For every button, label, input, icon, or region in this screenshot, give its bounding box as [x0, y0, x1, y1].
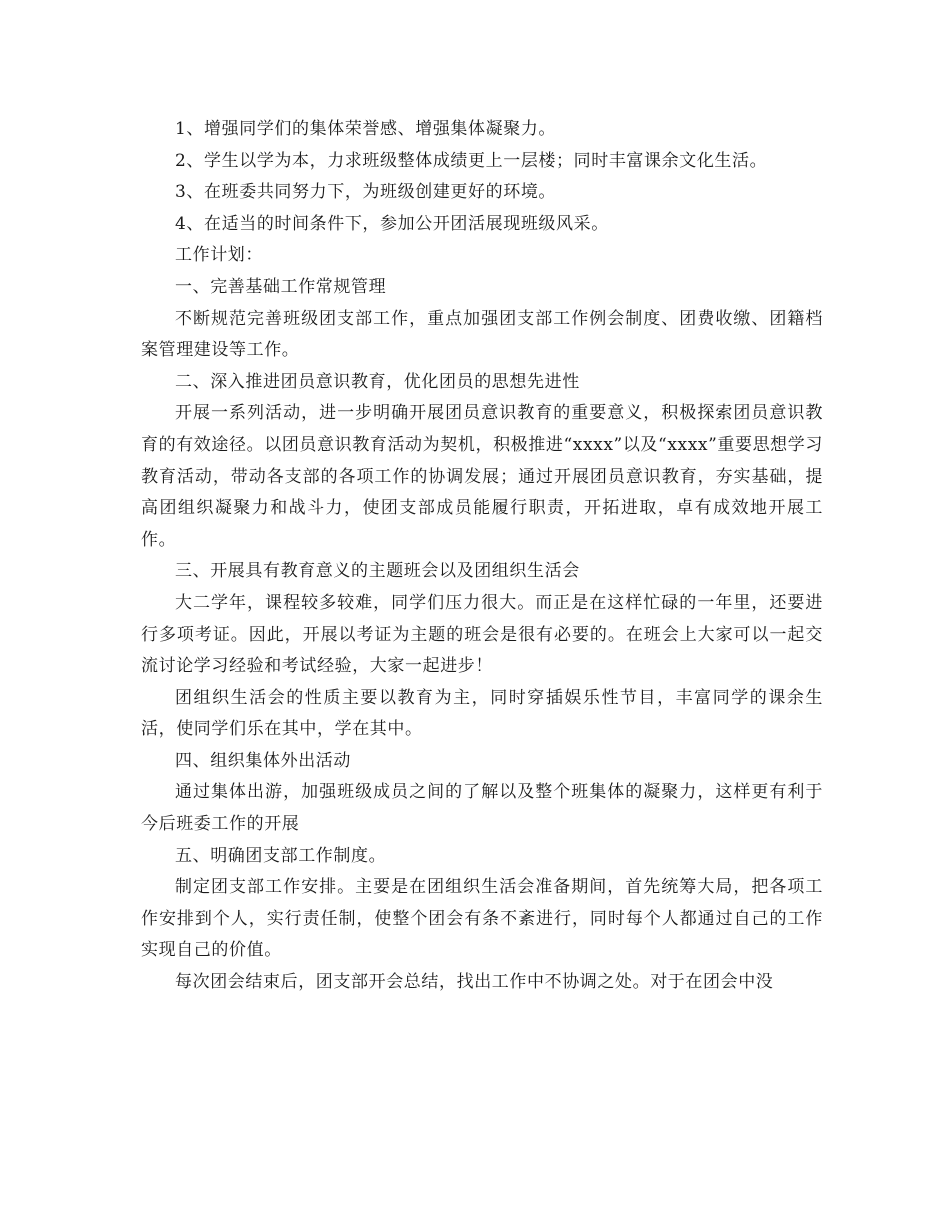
goal-item-1: 1、增强同学们的集体荣誉感、增强集体凝聚力。 — [175, 119, 557, 139]
work-plan-heading: 工作计划： — [175, 245, 263, 266]
section-heading-1: 一、完善基础工作常规管理 — [175, 276, 387, 297]
section-paragraph: 每次团会结束后，团支部开会总结，找出工作中不协调之处。对于在团会中没 — [175, 972, 774, 993]
section-heading-2: 二、深入推进团员意识教育，优化团员的思想先进性 — [175, 371, 580, 392]
section-heading-3: 三、开展具有教育意义的主题班会以及团组织生活会 — [175, 561, 580, 582]
goal-item-4: 4、在适当的时间条件下，参加公开团活展现班级风采。 — [175, 213, 609, 234]
section-heading-4: 四、组织集体外出活动 — [175, 750, 351, 771]
section-paragraph: 不断规范完善班级团支部工作，重点加强团支部工作例会制度、团费收缴、团籍档案管理建设等工作。 — [141, 308, 823, 361]
goal-item-3: 3、在班委共同努力下，为班级创建更好的环境。 — [175, 182, 557, 203]
section-paragraph: 开展一系列活动，进一步明确开展团员意识教育的重要意义，积极探索团员意识教育的有效途径。以团员意识教育活动为契机，积极推进“xxxx”以及“xxxx”重要思想学习教育活动，带动各支部的各项工作的协调发展；通过开展团员意识教育，夯实基础，提高团组织凝聚力和战斗力，使团支部成员能履行职责，开拓进取，卓有成效地开展工作。 — [141, 403, 823, 550]
goal-item-2: 2、学生以学为本，力求班级整体成绩更上一层楼；同时丰富课余文化生活。 — [175, 150, 768, 171]
section-paragraph: 大二学年，课程较多较难，同学们压力很大。而正是在这样忙碌的一年里，还要进行多项考证。因此，开展以考证为主题的班会是很有必要的。在班会上大家可以一起交流讨论学习经验和考试经验，大家一起进步！ — [141, 592, 823, 677]
section-paragraph: 团组织生活会的性质主要以教育为主，同时穿插娱乐性节目，丰富同学的课余生活，使同学们乐在其中，学在其中。 — [141, 687, 823, 740]
section-heading-5: 五、明确团支部工作制度。 — [175, 845, 387, 866]
section-paragraph: 通过集体出游，加强班级成员之间的了解以及整个班集体的凝聚力，这样更有利于今后班委工作的开展 — [141, 782, 823, 835]
document-body — [141, 114, 823, 999]
section-paragraph: 制定团支部工作安排。主要是在团组织生活会准备期间，首先统筹大局，把各项工作安排到个人，实行责任制，使整个团会有条不紊进行，同时每个人都通过自己的工作实现自己的价值。 — [141, 877, 823, 961]
